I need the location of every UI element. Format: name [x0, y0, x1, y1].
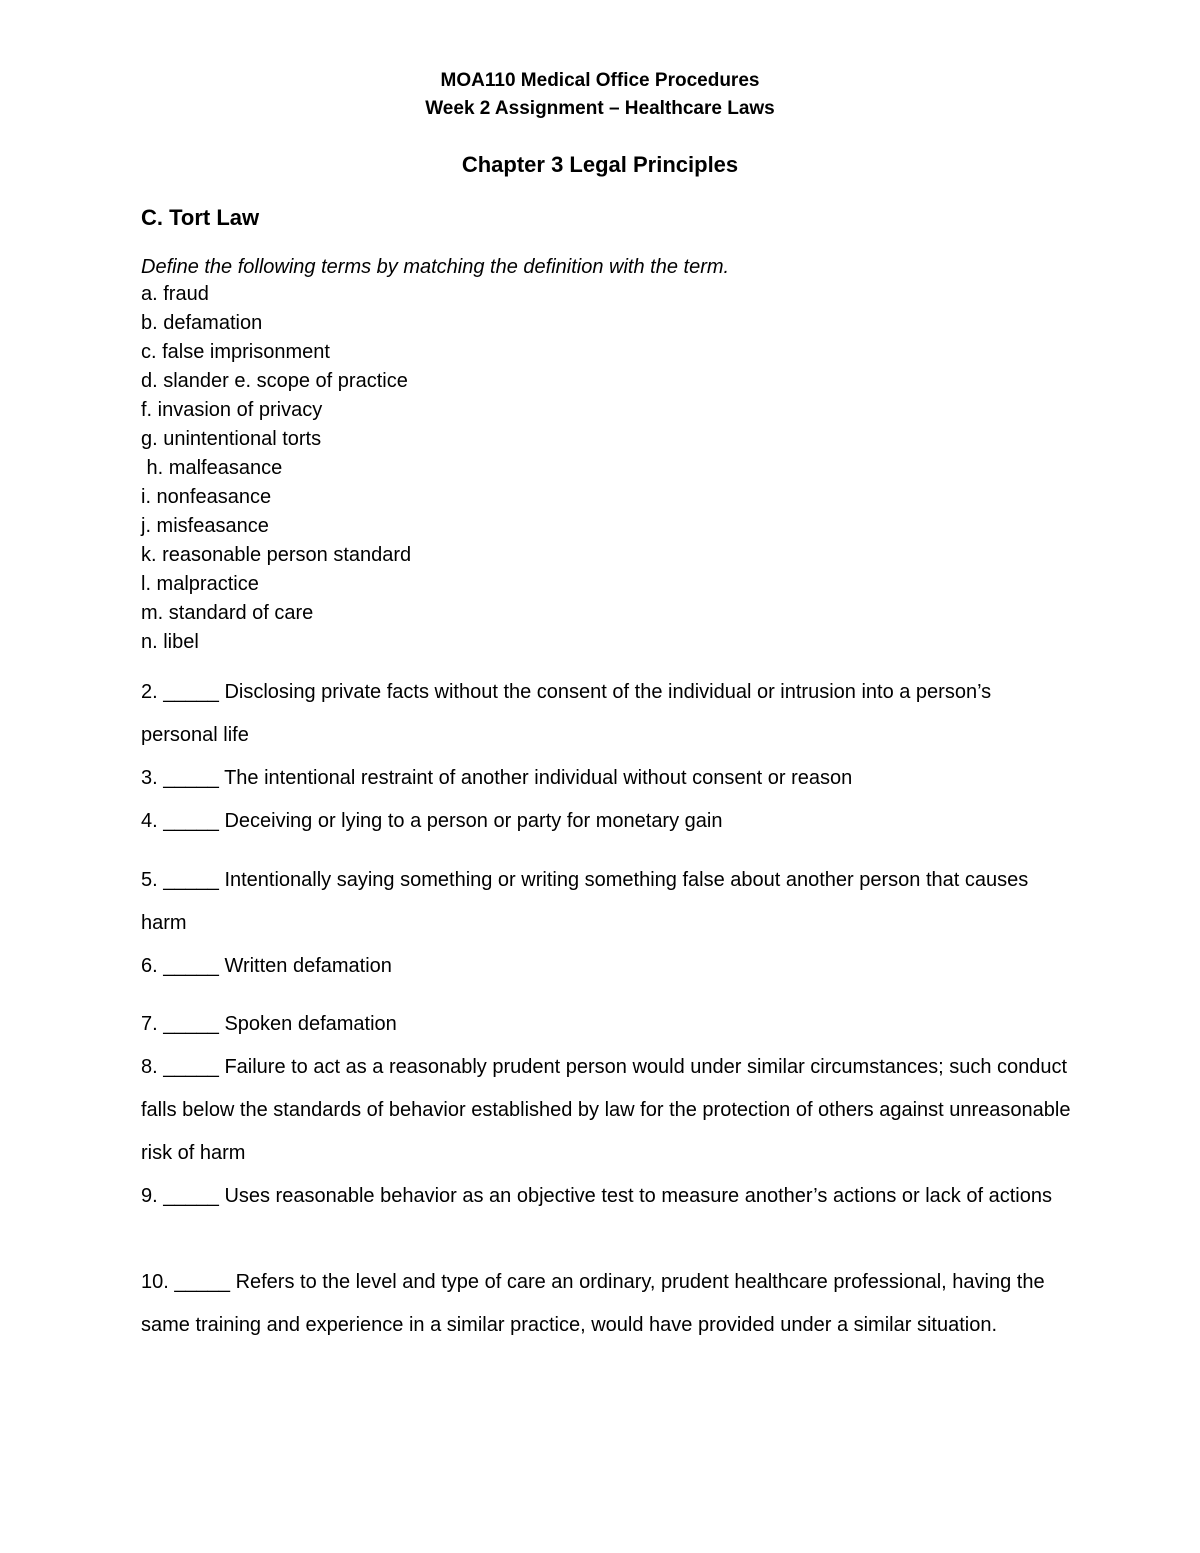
question-4: [141, 800, 1071, 843]
question-text: Deceiving or lying to a person or party for monetary gain: [224, 810, 723, 832]
term-item: f. invasion of privacy: [141, 399, 323, 421]
answer-blank[interactable]: _____: [163, 869, 219, 891]
question-text: The intentional restraint of another individual without consent or reason: [224, 767, 853, 789]
question-text: Uses reasonable behavior as an objective test to measure another’s actions or lack of actions: [224, 1185, 1052, 1207]
question-2: [141, 671, 1071, 757]
instructions: Define the following terms by matching the definition with the term.: [141, 256, 730, 278]
question-text: Written defamation: [224, 955, 392, 977]
question-6: [141, 945, 1071, 988]
section-title: C. Tort Law: [141, 205, 260, 230]
answer-blank[interactable]: _____: [163, 810, 219, 832]
term-item: d. slander e. scope of practice: [141, 370, 408, 392]
question-text: Intentionally saying something or writing something false about another person that causes harm: [141, 869, 1029, 934]
question-9: [141, 1175, 1071, 1218]
question-number: 9.: [141, 1185, 158, 1207]
question-number: 7.: [141, 1013, 158, 1035]
term-item: l. malpractice: [141, 573, 259, 595]
term-item: c. false imprisonment: [141, 341, 330, 363]
question-number: 3.: [141, 767, 158, 789]
question-5: [141, 859, 1071, 945]
term-item: a. fraud: [141, 283, 209, 305]
question-7: [141, 1003, 1071, 1046]
question-number: 2.: [141, 681, 158, 703]
assignment-title: Week 2 Assignment – Healthcare Laws: [425, 98, 775, 119]
term-item: b. defamation: [141, 312, 263, 334]
question-10: [141, 1261, 1071, 1347]
question-number: 5.: [141, 869, 158, 891]
question-8: [141, 1046, 1071, 1175]
term-item: j. misfeasance: [141, 515, 269, 537]
term-item: h. malfeasance: [141, 457, 283, 479]
answer-blank[interactable]: _____: [163, 1013, 219, 1035]
question-number: 8.: [141, 1056, 158, 1078]
answer-blank[interactable]: _____: [163, 681, 219, 703]
question-text: Failure to act as a reasonably prudent person would under similar circumstances; such conduct falls below the standards of behavior established by law for the protection of others against unreasonable risk of harm: [141, 1056, 1071, 1164]
question-text: Disclosing private facts without the consent of the individual or intrusion into a person’s personal life: [141, 681, 992, 746]
answer-blank[interactable]: _____: [163, 1056, 219, 1078]
answer-blank[interactable]: _____: [163, 955, 219, 977]
term-item: g. unintentional torts: [141, 428, 322, 450]
answer-blank[interactable]: _____: [163, 1185, 219, 1207]
question-number: 10.: [141, 1271, 169, 1293]
question-text: Refers to the level and type of care an ordinary, prudent healthcare professional, having the same training and experience in a similar practice, would have provided under a similar situation.: [141, 1271, 1045, 1336]
term-item: n. libel: [141, 631, 199, 653]
term-item: m. standard of care: [141, 602, 314, 624]
answer-blank[interactable]: _____: [174, 1271, 230, 1293]
question-number: 4.: [141, 810, 158, 832]
term-item: i. nonfeasance: [141, 486, 272, 508]
chapter-title: Chapter 3 Legal Principles: [461, 152, 739, 177]
term-list: [141, 284, 411, 661]
question-text: Spoken defamation: [224, 1013, 397, 1035]
question-3: [141, 757, 1071, 800]
course-title: MOA110 Medical Office Procedures: [440, 70, 760, 91]
question-number: 6.: [141, 955, 158, 977]
answer-blank[interactable]: _____: [163, 767, 219, 789]
term-item: k. reasonable person standard: [141, 544, 412, 566]
